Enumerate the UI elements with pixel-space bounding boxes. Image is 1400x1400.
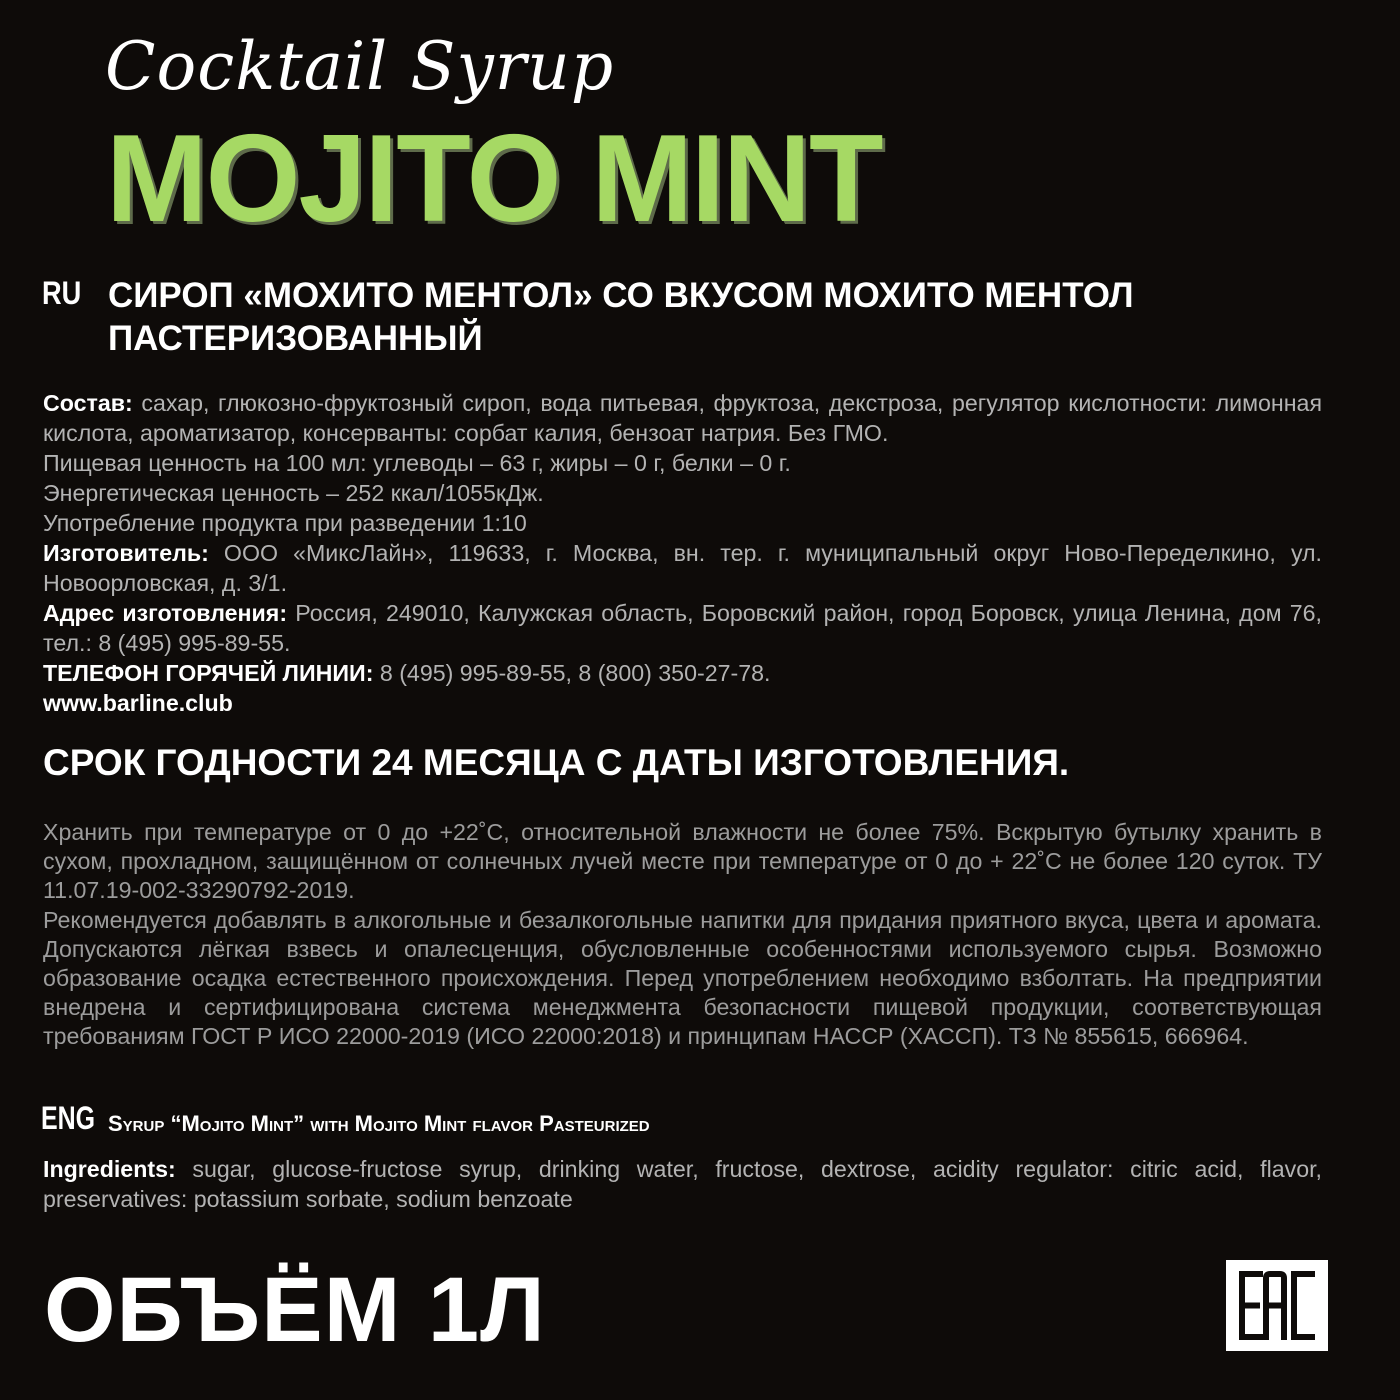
product-title: MOJITO MINT [106,108,882,248]
nutrition-line: Пищевая ценность на 100 мл: углеводы – 63 г, жиры – 0 г, белки – 0 г. [43,450,791,476]
ru-heading-line1: СИРОП «МОХИТО МЕНТОЛ» СО ВКУСОМ МОХИТО МЕНТОЛ [108,276,1134,315]
ru-product-name [108,274,1338,360]
product-info-block [43,388,1322,718]
usage-line: Употребление продукта при разведении 1:10 [43,510,527,536]
storage-paragraph: Хранить при температуре от 0 до +22˚С, относительной влажности не более 75%. Вскрытую бутылку хранить в сухом, прохладном, защищённом от солнечных лучей месте при температуре от 0 до + 22˚С не более 120 суток. ТУ 11.07.19-002-33290792-2019. [43,819,1322,904]
recommendation-paragraph: Рекомендуется добавлять в алкогольные и безалкогольные напитки для придания приятного вкуса, цвета и аромата. Допускаются лёгкая взвесь и опалесценция, обусловленные особенностями используемого сырья. Возможно образование осадка естественного происхождения. Перед употреблением необходимо взболтать. На предприятии внедрена и сертифицирована система менеджмента безопасности пищевой продукции, соответствующая требованиям ГОСТ Р ИСО 22000-2019 (ИСО 22000:2018) и принципам НАССР (ХАССП). ТЗ № 855615, 666964. [43,906,1322,1050]
shelf-life-heading: СРОК ГОДНОСТИ 24 МЕСЯЦА С ДАТЫ ИЗГОТОВЛЕНИЯ. [43,742,1070,783]
address-text: Россия, 249010, Калужская область, Боровский район, город Боровск, улица Ленина, дом 76, тел.: 8 (495) 995-89-55. [43,600,1322,656]
manufacturer-text: ООО «МиксЛайн», 119633, г. Москва, вн. тер. г. муниципальный округ Ново-Переделкино, ул. Новоорловская, д. 3/1. [43,540,1322,596]
energy-line: Энергетическая ценность – 252 ккал/1055кДж. [43,480,544,506]
language-code-ru: RU [42,275,82,311]
volume-label: ОБЪЁМ 1Л [44,1259,546,1361]
manufacturer-label: Изготовитель: [43,540,209,566]
hotline-text: 8 (495) 995-89-55, 8 (800) 350-27-78. [373,660,771,686]
eng-product-name: Syrup “Mojito Mint” with Mojito Mint flavor Pasteurized [108,1111,650,1136]
brand-script-title: Cocktail Syrup [105,28,615,105]
language-code-eng: ENG [41,1100,96,1136]
website-link[interactable]: www.barline.club [43,690,233,716]
address-paragraph [43,598,1322,658]
manufacturer-paragraph [43,538,1322,598]
hotline-label: ТЕЛЕФОН ГОРЯЧЕЙ ЛИНИИ: [43,660,374,686]
composition-text: сахар, глюкозно-фруктозный сироп, вода питьевая, фруктоза, декстроза, регулятор кислотности: лимонная кислота, ароматизатор, консерванты: сорбат калия, бензоат натрия. Без ГМО. [43,390,1322,446]
eng-ingredients-block [43,1154,1322,1214]
hotline-paragraph [43,658,1322,688]
composition-paragraph [43,388,1322,448]
eac-logo-icon [1226,1260,1328,1351]
storage-info-block [43,818,1322,1052]
ingredients-label: Ingredients: [43,1156,176,1182]
ingredients-text: sugar, glucose-fructose syrup, drinking water, fructose, dextrose, acidity regulator: citric acid, flavor, preservatives: potassium sorbate, sodium benzoate [43,1156,1322,1212]
address-label: Адрес изготовления: [43,600,288,626]
eac-certification-mark [1226,1260,1328,1351]
ingredients-paragraph [43,1154,1322,1214]
composition-label: Состав: [43,390,133,416]
ru-heading-line2: ПАСТЕРИЗОВАННЫЙ [108,319,483,358]
